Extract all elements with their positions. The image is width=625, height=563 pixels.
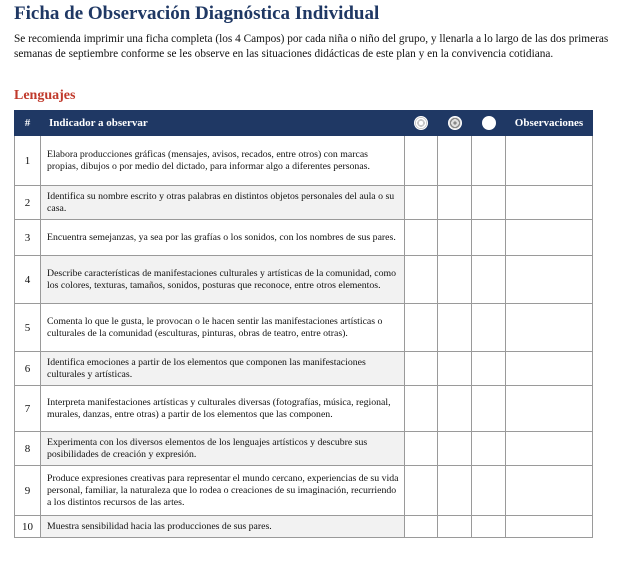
level-1-cell[interactable] <box>405 256 438 304</box>
observations-cell[interactable] <box>506 136 593 186</box>
level-2-cell[interactable] <box>438 516 472 538</box>
circle-level-2-icon <box>448 116 462 130</box>
level-2-cell[interactable] <box>438 220 472 256</box>
observations-cell[interactable] <box>506 256 593 304</box>
level-3-cell[interactable] <box>472 432 506 466</box>
table-row <box>15 386 593 432</box>
level-1-cell[interactable] <box>405 466 438 516</box>
header-indicator: Indicador a observar <box>41 111 405 136</box>
table-row <box>15 466 593 516</box>
row-indicator-text: Muestra sensibilidad hacia las producciones de sus pares. <box>41 516 405 538</box>
row-number: 1 <box>15 136 41 186</box>
level-2-cell[interactable] <box>438 256 472 304</box>
observations-cell[interactable] <box>506 220 593 256</box>
row-indicator-text: Comenta lo que le gusta, le provocan o le hacen sentir las manifestaciones artísticas o culturales de la comunidad (esculturas, pinturas, obras de teatro, entre otras). <box>41 304 405 352</box>
observations-cell[interactable] <box>506 432 593 466</box>
observations-cell[interactable] <box>506 386 593 432</box>
table-row <box>15 136 593 186</box>
row-number: 3 <box>15 220 41 256</box>
level-2-cell[interactable] <box>438 466 472 516</box>
row-number: 2 <box>15 186 41 220</box>
level-2-cell[interactable] <box>438 386 472 432</box>
page-title: Ficha de Observación Diagnóstica Individual <box>14 3 380 24</box>
row-indicator-text: Encuentra semejanzas, ya sea por las grafías o los sonidos, con los nombres de sus pares. <box>41 220 405 256</box>
level-1-cell[interactable] <box>405 386 438 432</box>
observations-cell[interactable] <box>506 352 593 386</box>
table-row <box>15 256 593 304</box>
observations-cell[interactable] <box>506 186 593 220</box>
header-observations: Observaciones <box>506 111 593 136</box>
level-3-cell[interactable] <box>472 256 506 304</box>
row-number: 7 <box>15 386 41 432</box>
row-indicator-text: Identifica emociones a partir de los elementos que componen las manifestaciones culturales y artísticas. <box>41 352 405 386</box>
row-number: 4 <box>15 256 41 304</box>
row-number: 9 <box>15 466 41 516</box>
level-3-cell[interactable] <box>472 186 506 220</box>
level-2-cell[interactable] <box>438 304 472 352</box>
table-row <box>15 352 593 386</box>
row-indicator-text: Produce expresiones creativas para representar el mundo cercano, experiencias de su vida personal, familiar, la naturaleza que lo rodea o creaciones de su imaginación, recurriendo a los distintos recursos de las artes. <box>41 466 405 516</box>
level-1-cell[interactable] <box>405 516 438 538</box>
level-3-cell[interactable] <box>472 386 506 432</box>
row-indicator-text: Elabora producciones gráficas (mensajes, avisos, recados, entre otros) con marcas propias, dibujos o por medio del dictado, para informar algo a diferentes personas. <box>41 136 405 186</box>
level-3-cell[interactable] <box>472 466 506 516</box>
row-indicator-text: Describe características de manifestaciones culturales y artísticas de la comunidad, como los colores, texturas, tamaños, sonidos, posturas que reconoce, entre otros elementos. <box>41 256 405 304</box>
row-indicator-text: Interpreta manifestaciones artísticas y culturales diversas (fotografías, música, regional, murales, danzas, entre otras) a partir de los elementos que las componen. <box>41 386 405 432</box>
level-1-cell[interactable] <box>405 220 438 256</box>
level-3-cell[interactable] <box>472 220 506 256</box>
level-1-cell[interactable] <box>405 352 438 386</box>
level-1-cell[interactable] <box>405 136 438 186</box>
table-header-row <box>15 111 593 136</box>
circle-level-1-icon <box>414 116 428 130</box>
row-number: 10 <box>15 516 41 538</box>
level-1-cell[interactable] <box>405 186 438 220</box>
row-number: 5 <box>15 304 41 352</box>
level-3-cell[interactable] <box>472 516 506 538</box>
observations-cell[interactable] <box>506 516 593 538</box>
table-row <box>15 220 593 256</box>
table-row <box>15 186 593 220</box>
row-indicator-text: Identifica su nombre escrito y otras palabras en distintos objetos personales del aula o su casa. <box>41 186 405 220</box>
circle-level-3-icon <box>482 116 496 130</box>
observation-table <box>14 110 593 538</box>
level-3-cell[interactable] <box>472 352 506 386</box>
observations-cell[interactable] <box>506 304 593 352</box>
level-3-cell[interactable] <box>472 136 506 186</box>
observations-cell[interactable] <box>506 466 593 516</box>
level-1-cell[interactable] <box>405 304 438 352</box>
level-3-cell[interactable] <box>472 304 506 352</box>
level-1-cell[interactable] <box>405 432 438 466</box>
table-row <box>15 304 593 352</box>
row-number: 8 <box>15 432 41 466</box>
level-2-cell[interactable] <box>438 352 472 386</box>
table-row <box>15 432 593 466</box>
level-2-cell[interactable] <box>438 186 472 220</box>
section-heading: Lenguajes <box>14 88 76 103</box>
level-2-cell[interactable] <box>438 432 472 466</box>
row-number: 6 <box>15 352 41 386</box>
table-row <box>15 516 593 538</box>
row-indicator-text: Experimenta con los diversos elementos de los lenguajes artísticos y descubre sus posibilidades de creación y expresión. <box>41 432 405 466</box>
intro-paragraph: Se recomienda imprimir una ficha completa (los 4 Campos) por cada niña o niño del grupo, y llenarla a lo largo de las dos primeras semanas de septiembre conforme se les observe en las situaciones didácticas de este plan y en la convivencia cotidiana. <box>14 33 609 60</box>
header-num: # <box>15 111 41 136</box>
level-2-cell[interactable] <box>438 136 472 186</box>
